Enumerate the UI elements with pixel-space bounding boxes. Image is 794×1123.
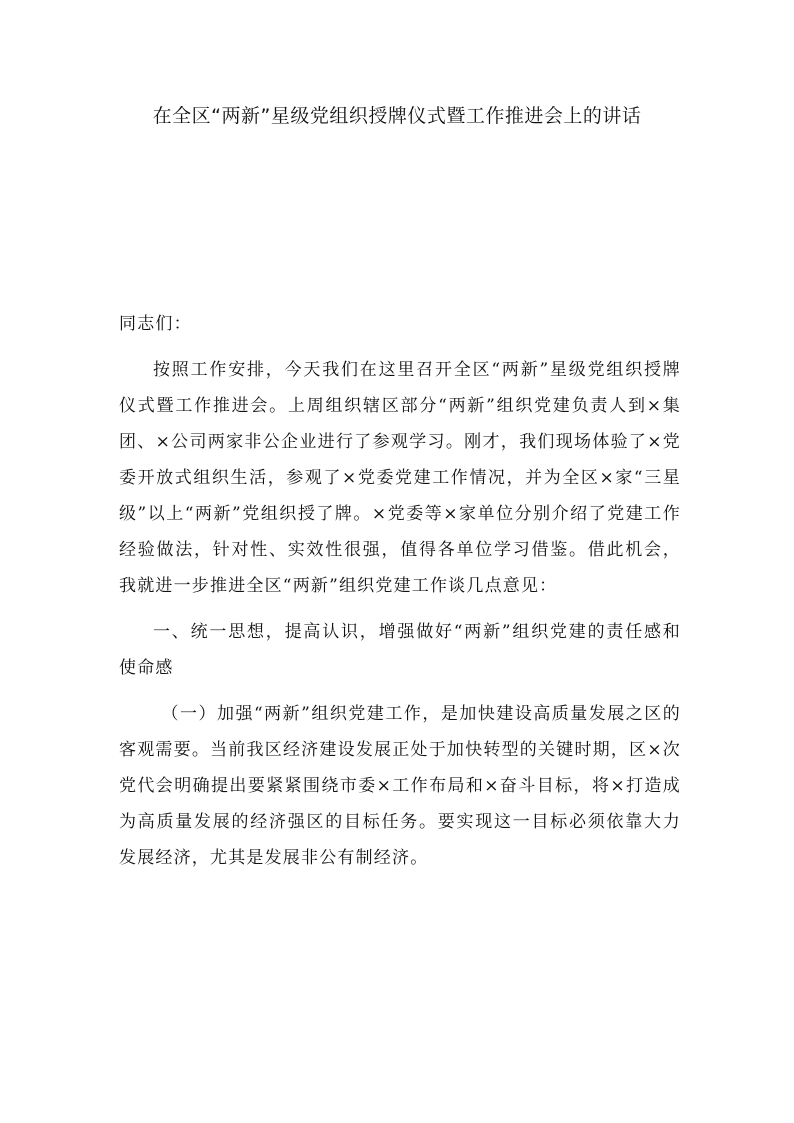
subsection-1-paragraph: （一）加强“两新”组织党建工作，是加快建设高质量发展之区的客观需要。当前我区经济建设发展正处于加快转型的关键时期，区×次党代会明确提出要紧紧围绕市委×工作布局和×奋斗目标，将×打造成为高质量发展的经济强区的目标任务。要实现这一目标必须依靠大力发展经济，尤其是发展非公有制经济。 [119, 704, 681, 868]
paragraph-intro: 按照工作安排，今天我们在这里召开全区“两新”星级党组织授牌仪式暨工作推进会。上周组织辖区部分“两新”组织党建负责人到×集团、×公司两家非公企业进行了参观学习。刚才，我们现场体验了×党委开放式组织生活，参观了×党委党建工作情况，并为全区×家“三星级”以上“两新”党组织授了牌。×党委等×家单位分别介绍了党建工作经验做法，针对性、实效性很强，值得各单位学习借鉴。借此机会，我就进一步推进全区“两新”组织党建工作谈几点意见： [119, 360, 681, 596]
greeting: 同志们： [119, 314, 192, 334]
document-title: 在全区“两新”星级党组织授牌仪式暨工作推进会上的讲话 [152, 105, 642, 127]
section-heading-1: 一、统一思想，提高认识，增强做好“两新”组织党建的责任感和使命感 [119, 622, 681, 678]
document-body [119, 306, 681, 886]
